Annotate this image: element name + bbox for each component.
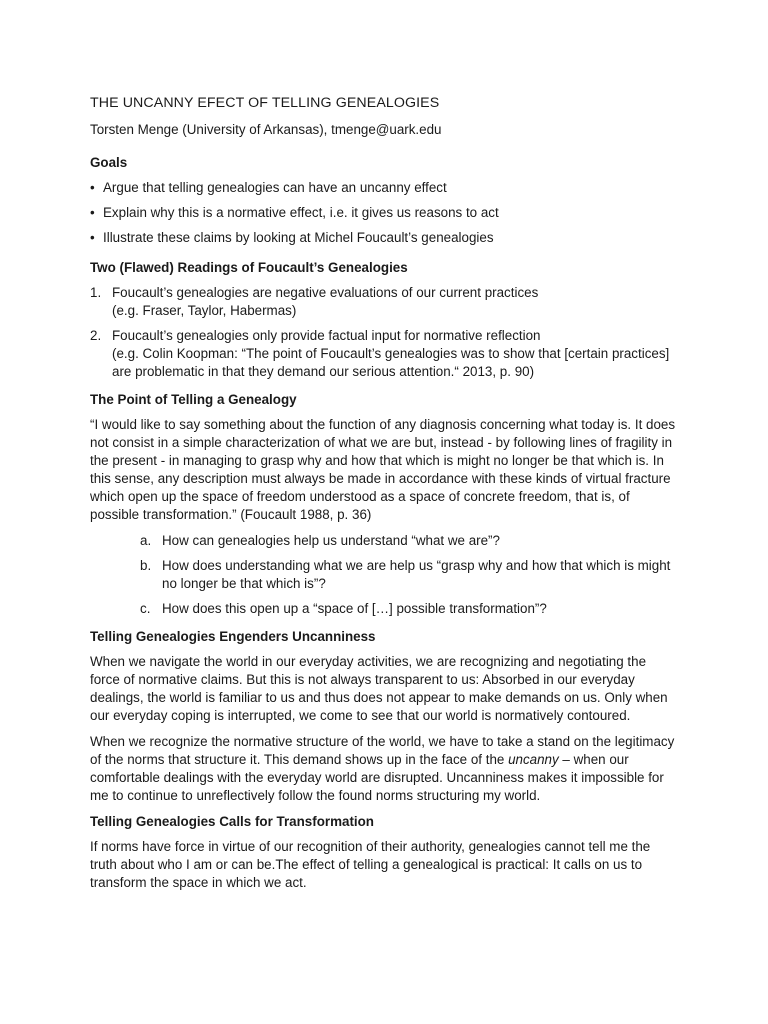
- transformation-paragraph: If norms have force in virtue of our recognition of their authority, genealogies cannot tell me the truth about who I am or can be.The effect of telling a genealogical is practical: It calls on us to transform the space in which we act.: [90, 839, 651, 890]
- uncanny-emphasis: uncanny: [508, 752, 559, 767]
- goals-list: [90, 179, 678, 247]
- point-heading: The Point of Telling a Genealogy: [90, 392, 297, 407]
- item-letter: c.: [140, 601, 151, 616]
- document-title: THE UNCANNY EFECT OF TELLING GENEALOGIES: [90, 95, 440, 111]
- reading-example: (e.g. Colin Koopman: “The point of Foucault’s genealogies was to show that [certain practices] are problematic in that they demand our serious attention.“ 2013, p. 90): [112, 346, 670, 379]
- question-item: b. How does understanding what we are help us “grasp why and how that which is might no longer be that which is”?: [140, 558, 671, 591]
- reading-claim: Foucault’s genealogies are negative evaluations of our current practices: [112, 285, 539, 300]
- reading-claim: Foucault’s genealogies only provide factual input for normative reflection: [112, 328, 541, 343]
- transformation-heading: Telling Genealogies Calls for Transformation: [90, 814, 374, 829]
- uncanniness-paragraph-1: When we navigate the world in our everyday activities, we are recognizing and negotiating the force of normative claims. But this is not always transparent to us: Absorbed in our everyday dealings, the world is familiar to us and thus does not appear to make demands on us. Only when our everyday coping is interrupted, we come to see that our world is normatively contoured.: [90, 654, 668, 723]
- bullet-dot: •: [90, 205, 95, 220]
- author-line: Torsten Menge (University of Arkansas), tmenge@uark.edu: [90, 122, 442, 137]
- question-item: a. How can genealogies help us understand “what we are”?: [140, 533, 500, 548]
- goal-item: • Explain why this is a normative effect, i.e. it gives us reasons to act: [90, 205, 499, 220]
- bullet-dot: •: [90, 180, 95, 195]
- reading-item: [90, 284, 678, 320]
- questions-list: [140, 532, 678, 618]
- uncanniness-paragraph-2: When we recognize the normative structure of the world, we have to take a stand on the legitimacy of the norms that structure it. This demand shows up in the face of the uncanny – when our comfortable dealings with the everyday world are disrupted. Uncanniness makes it impossible for me to continue to unreflectively follow the found norms structuring my world.: [90, 734, 675, 803]
- uncanniness-heading: Telling Genealogies Engenders Uncanniness: [90, 629, 376, 644]
- goals-heading: Goals: [90, 155, 128, 170]
- item-letter: a.: [140, 533, 152, 548]
- goal-item: • Illustrate these claims by looking at Michel Foucault’s genealogies: [90, 230, 494, 245]
- readings-heading: Two (Flawed) Readings of Foucault’s Genealogies: [90, 260, 408, 275]
- reading-item: [90, 327, 678, 381]
- question-item: c. How does this open up a “space of […] possible transformation”?: [140, 601, 547, 616]
- foucault-quote: “I would like to say something about the function of any diagnosis concerning what today is. It does not consist in a simple characterization of what we are but, instead - by following lines of fragility in the present - in managing to grasp why and how that which is might no longer be that which is. In this sense, any description must always be made in accordance with these kinds of virtual fracture which open up the space of freedom understood as a space of concrete freedom, that is, of possible transformation.” (Foucault 1988, p. 36): [90, 417, 676, 522]
- goal-item: • Argue that telling genealogies can have an uncanny effect: [90, 180, 447, 195]
- item-number: 2.: [90, 328, 102, 343]
- item-letter: b.: [140, 558, 152, 573]
- readings-list: [90, 284, 678, 381]
- bullet-dot: •: [90, 230, 95, 245]
- reading-example: (e.g. Fraser, Taylor, Habermas): [112, 303, 297, 318]
- item-number: 1.: [90, 285, 102, 300]
